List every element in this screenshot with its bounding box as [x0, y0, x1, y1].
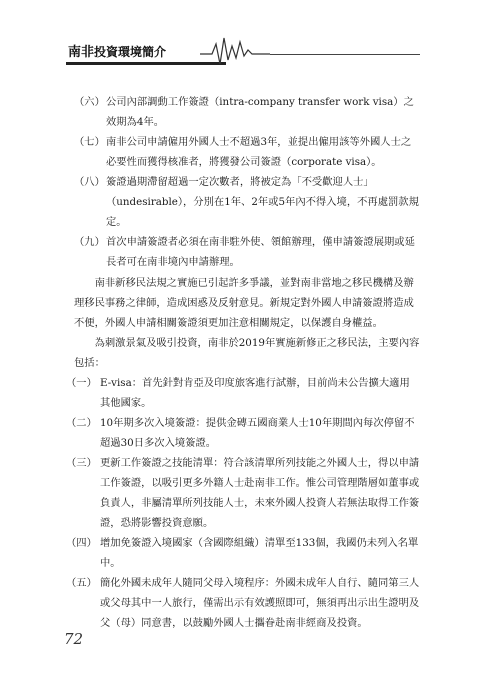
header-wave-decoration	[200, 30, 280, 70]
list-item-text: 簽證過期滯留超過一定次數者，將被定為「不受歡迎人士」（undesirable），分別在1年、2年或5年內不得入境，不再處罰款規定。	[106, 176, 419, 228]
list-item	[66, 573, 420, 633]
list-item-number: （一）	[66, 377, 97, 389]
list-item-text: 簡化外國未成年人隨同父母入境程序：外國未成年人自行、隨同第三人或父母其中一人旅行，僅需出示有效護照即可，無須再出示出生證明及父（母）同意書，以鼓勵外國人士攜眷赴南非經商及投資。	[100, 577, 420, 629]
list-item-number: （六）	[74, 96, 105, 108]
list-item	[74, 132, 420, 172]
amendment-list	[66, 373, 420, 633]
list-item	[66, 533, 420, 573]
list-item-number: （五）	[66, 577, 97, 589]
paragraph-2019-amendment: 為刺激景氣及吸引投資，南非於2019年實施新修正之移民法，主要內容包括：	[74, 337, 420, 369]
paragraph-controversy: 南非新移民法規之實施已引起許多爭議，並對南非當地之移民機構及辦理移民事務之律師，造成困惑及反射意見。新規定對外國人申請簽證將造成不便，外國人申請相關簽證須更加注意相關規定，以保護自身權益。	[74, 277, 414, 329]
header-title	[68, 41, 166, 60]
list-item-text: E-visa：首先針對肯亞及印度旅客進行試辦，目前尚未公告擴大適用其他國家。	[100, 377, 410, 409]
list-item-text: 增加免簽證入境國家（含國際組織）清單至133個，我國仍未列入名單中。	[100, 537, 419, 569]
list-item-number: （八）	[74, 176, 105, 188]
list-item-text: 更新工作簽證之技能清單：符合該清單所列技能之外國人士，得以申請工作簽證，以吸引更多外籍人士赴南非工作。惟公司管理階層如董事或負責人，非屬清單所列技能人士，未來外國人投資人若無法取得工作簽證，恐將影響投資意願。	[100, 457, 420, 529]
visa-rule-list	[74, 92, 420, 272]
list-item-text: 10年期多次入境簽證：提供金磚五國商業人士10年期間內每次停留不超過30日多次入境簽證。	[100, 417, 415, 449]
list-item-number: （七）	[74, 136, 105, 148]
list-item-number: （三）	[66, 457, 97, 469]
header-title-main: 南非	[68, 45, 95, 60]
running-header	[0, 30, 480, 70]
list-item	[66, 453, 420, 533]
list-item	[74, 92, 420, 132]
list-item	[74, 172, 420, 232]
list-item-text: 首次申請簽證者必須在南非駐外使、領館辦理，僅申請簽證展期或延長者可在南非境內申請辦理。	[106, 236, 415, 268]
list-item-number: （九）	[74, 236, 105, 248]
list-item	[66, 373, 420, 413]
list-item-number: （四）	[66, 537, 97, 549]
list-item	[66, 413, 420, 453]
body-content	[66, 92, 420, 633]
list-item-text: 公司內部調動工作簽證（intra-company transfer work visa）之效期為4年。	[106, 96, 414, 128]
list-item	[74, 232, 420, 272]
header-rule-thin	[270, 54, 420, 55]
header-title-sub: 投資環境簡介	[94, 45, 167, 59]
list-item-number: （二）	[66, 417, 97, 429]
page-number: 72	[64, 630, 84, 648]
list-item-text: 南非公司申請僱用外國人士不超過3年，並提出僱用該等外國人士之必要性而獲得核准者，將獲發公司簽證（corporate visa）。	[106, 136, 412, 168]
